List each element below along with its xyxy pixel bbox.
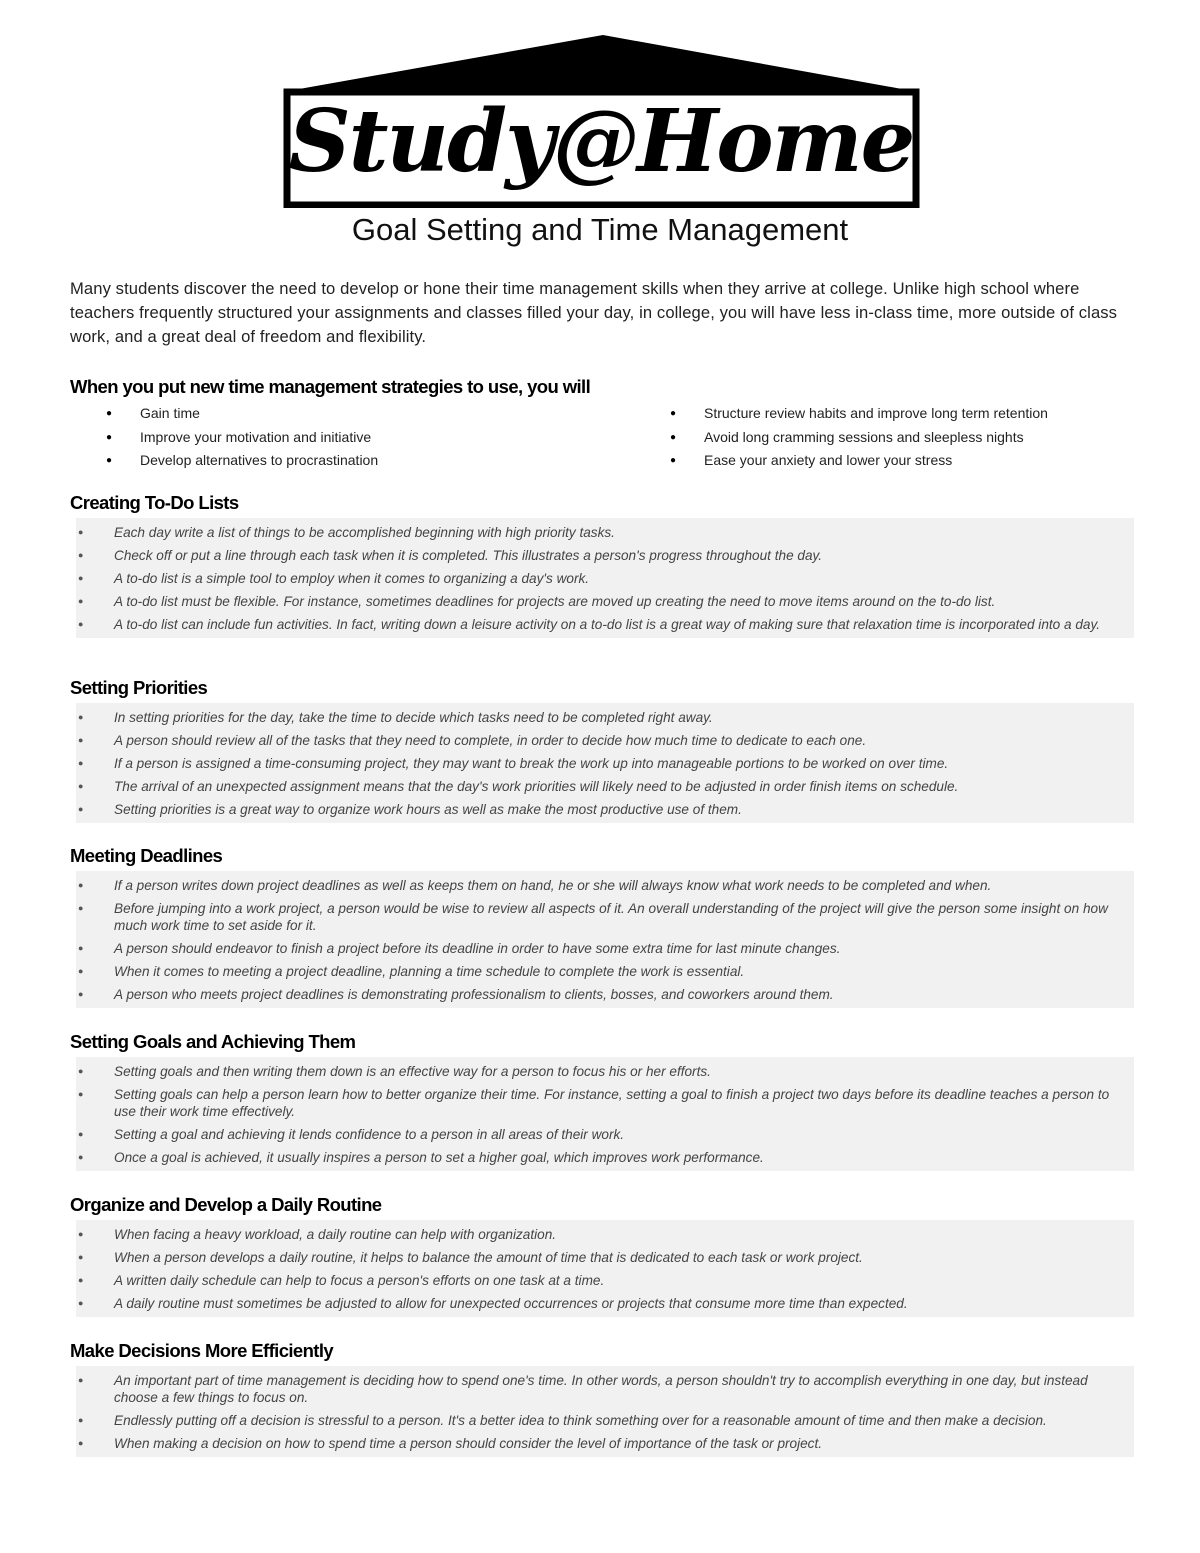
list-item: ● Before jumping into a work project, a person would be wise to review all aspects of it. An overall understanding of the project will give the person some insight on how much work time to set aside for it.: [76, 897, 1134, 937]
list-item: ● If a person writes down project deadlines as well as keeps them on hand, he or she will always know what work needs to be completed and when.: [76, 874, 1134, 897]
section-heading-daily-routine: Organize and Develop a Daily Routine: [70, 1194, 382, 1215]
list-item: ● Improve your motivation and initiative: [70, 426, 378, 450]
section-heading-goals: Setting Goals and Achieving Them: [70, 1031, 356, 1052]
list-item: ● Each day write a list of things to be accomplished beginning with high priority tasks.: [76, 521, 1134, 544]
logo-wordmark: Study@Home: [288, 91, 914, 192]
section-list-goals: [76, 1057, 1134, 1171]
list-item: ● When making a decision on how to spend time a person should consider the level of importance of the task or project.: [76, 1432, 1134, 1455]
list-item: ● A person should endeavor to finish a project before its deadline in order to have some extra time for last minute changes.: [76, 937, 1134, 960]
page-title: Goal Setting and Time Management: [351, 212, 849, 247]
list-item: ● If a person is assigned a time-consuming project, they may want to break the work up into manageable portions to be worked on over time.: [76, 752, 1134, 775]
list-item: ● An important part of time management is deciding how to spend one's time. In other words, a person shouldn't try to accomplish everything in one day, but instead choose a few things to focus on.: [76, 1369, 1134, 1409]
section-heading-deadlines: Meeting Deadlines: [70, 845, 223, 866]
intro-paragraph: Many students discover the need to develop or hone their time management skills when they arrive at college. Unlike high school where teachers frequently structured your assignments and classes filled your day, in college, you will have less in-class time, more outside of class work, and a great deal of freedom and flexibility.: [70, 279, 1118, 346]
section-list-daily-routine: [76, 1220, 1134, 1317]
list-item: ● Once a goal is achieved, it usually inspires a person to set a higher goal, which improves work performance.: [76, 1146, 1134, 1169]
list-item: ● A person who meets project deadlines is demonstrating professionalism to clients, bosses, and coworkers around them.: [76, 983, 1134, 1006]
list-item: ● When a person develops a daily routine, it helps to balance the amount of time that is dedicated to each task or work project.: [76, 1246, 1134, 1269]
list-item: ● A to-do list is a simple tool to employ when it comes to organizing a day's work.: [76, 567, 1134, 590]
list-item: ● A person should review all of the tasks that they need to complete, in order to decide how much time to dedicate to each one.: [76, 729, 1134, 752]
list-item: ● A written daily schedule can help to focus a person's efforts on one task at a time.: [76, 1269, 1134, 1292]
list-item: ● A to-do list can include fun activities. In fact, writing down a leisure activity on a to-do list is a great way of making sure that relaxation time is incorporated into a day.: [76, 613, 1134, 636]
list-item: ● When it comes to meeting a project deadline, planning a time schedule to complete the work is essential.: [76, 960, 1134, 983]
study-at-home-logo: [280, 32, 922, 208]
section-heading-decisions: Make Decisions More Efficiently: [70, 1340, 334, 1361]
list-item: ● Setting priorities is a great way to organize work hours as well as make the most productive use of them.: [76, 798, 1134, 821]
section-heading-priorities: Setting Priorities: [70, 677, 208, 698]
section-list-todo-lists: [76, 518, 1134, 638]
benefits-heading: When you put new time management strategies to use, you will: [70, 376, 591, 397]
list-item: ● The arrival of an unexpected assignment means that the day's work priorities will likely need to be adjusted in order finish items on schedule.: [76, 775, 1134, 798]
list-item: ● A daily routine must sometimes be adjusted to allow for unexpected occurrences or projects that consume more time than expected.: [76, 1292, 1134, 1315]
list-item: ● Endlessly putting off a decision is stressful to a person. It's a better idea to think something over for a reasonable amount of time and then make a decision.: [76, 1409, 1134, 1432]
section-heading-todo-lists: Creating To-Do Lists: [70, 492, 239, 513]
list-item: ● Develop alternatives to procrastination: [70, 449, 378, 473]
list-item: ● Setting goals can help a person learn how to better organize their time. For instance, setting a goal to finish a project two days before its deadline teaches a person to use their work time effectively.: [76, 1083, 1134, 1123]
list-item: ● Ease your anxiety and lower your stress: [634, 449, 1048, 473]
list-item: ● A to-do list must be flexible. For instance, sometimes deadlines for projects are moved up creating the need to move items around on the to-do list.: [76, 590, 1134, 613]
list-item: ● Setting a goal and achieving it lends confidence to a person in all areas of their work.: [76, 1123, 1134, 1146]
list-item: ● Setting goals and then writing them down is an effective way for a person to focus his or her efforts.: [76, 1060, 1134, 1083]
benefits-list-right: [634, 402, 1048, 473]
section-list-decisions: [76, 1366, 1134, 1457]
section-list-priorities: [76, 703, 1134, 823]
section-list-deadlines: [76, 871, 1134, 1008]
list-item: ● Structure review habits and improve long term retention: [634, 402, 1048, 426]
benefits-list-left: [70, 402, 378, 473]
list-item: ● Check off or put a line through each task when it is completed. This illustrates a person's progress throughout the day.: [76, 544, 1134, 567]
list-item: ● Avoid long cramming sessions and sleepless nights: [634, 426, 1048, 450]
list-item: ● When facing a heavy workload, a daily routine can help with organization.: [76, 1223, 1134, 1246]
list-item: ● Gain time: [70, 402, 378, 426]
list-item: ● In setting priorities for the day, take the time to decide which tasks need to be completed right away.: [76, 706, 1134, 729]
